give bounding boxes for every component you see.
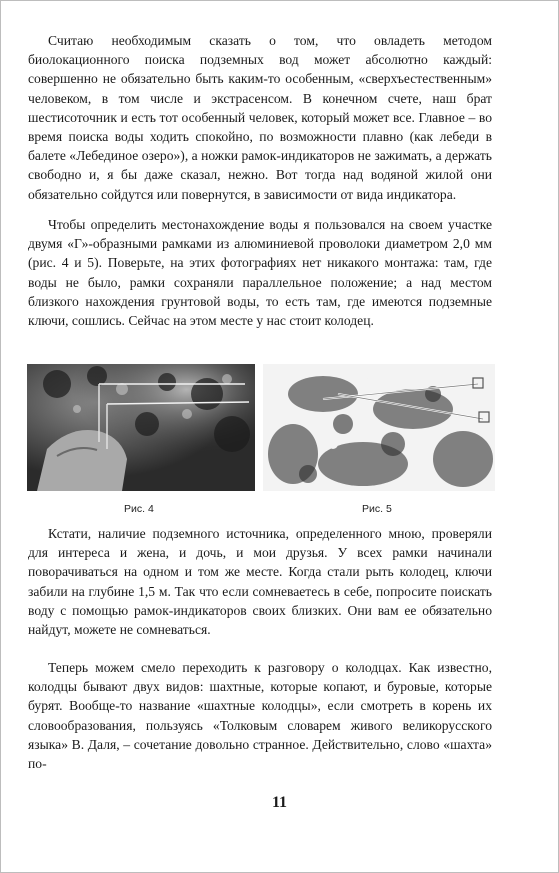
dowsing-rods-parallel-image — [27, 364, 255, 491]
paragraph-2 — [28, 215, 492, 330]
figure-5-photo — [263, 364, 495, 491]
paragraph-text: Теперь можем смело переходить к разговору о колодцах. Как известно, колодцы бывают двух видов: шахтные, которые копают, и буровые, которые бурят. Вообще-то название «шахтные колодцы», если смотреть в корень их словообразования, пользуясь «Толковым словарем живого великорусского языка» В. Даля, – сочетание довольно странное. Действительно, слово «шахта» по- — [28, 660, 492, 772]
paragraph-4 — [28, 658, 492, 773]
paragraph-text: Кстати, наличие подземного источника, определенного мною, проверяли для интереса и жена, и дочь, и мои друзья. У всех рамки начинали поворачиваться на одном и том же месте. Когда стали рыть колодец, ключи забили на глубине 1,5 м. Так что если сомневаетесь в себе, попросите поискать воду с помощью рамок-индикаторов своих близких. Они вам ее обязательно найдут, можете не сомневаться. — [28, 526, 492, 638]
figure-4-photo — [27, 364, 255, 491]
paragraph-1 — [28, 31, 492, 204]
figure-5-caption: Рис. 5 — [362, 503, 392, 515]
paragraph-text: Считаю необходимым сказать о том, что овладеть методом биолокационного поиска подземных вод может абсолютно каждый: совершенно не обязательно быть каким-то особенным, «сверхъестественным» человеком, в том числе и экстрасенсом. В конечном счете, наш брат шестисоточник и есть тот особенный человек, который может все. Главное – во время поиска воды ходить спокойно, по возможности плавно (как лебеди в балете «Лебединое озеро»), а ножки рамок-индикаторов не зажимать, а держать свободно и, я бы даже сказал, нежно. Вот тогда над водяной жилой они обязательно сойдутся или повернутся, в зависимости от вида индикатора. — [28, 33, 492, 202]
paragraph-3 — [28, 524, 492, 639]
page-number: 11 — [271, 794, 288, 811]
paragraph-text: Чтобы определить местонахождение воды я пользовался на своем участке двумя «Г»-образными рамками из алюминиевой проволоки диаметром 2,0 мм (рис. 4 и 5). Поверьте, на этих фотографиях нет никакого монтажа: там, где воды не было, рамки сохраняли параллельное положение; а над местом близкого нахождения грунтовой воды, то есть там, где имеются подземные ключи, сошлись. Сейчас на этом месте у нас стоит колодец. — [28, 217, 492, 329]
figure-4-caption: Рис. 4 — [124, 503, 154, 515]
dowsing-rods-crossed-image — [263, 364, 495, 491]
